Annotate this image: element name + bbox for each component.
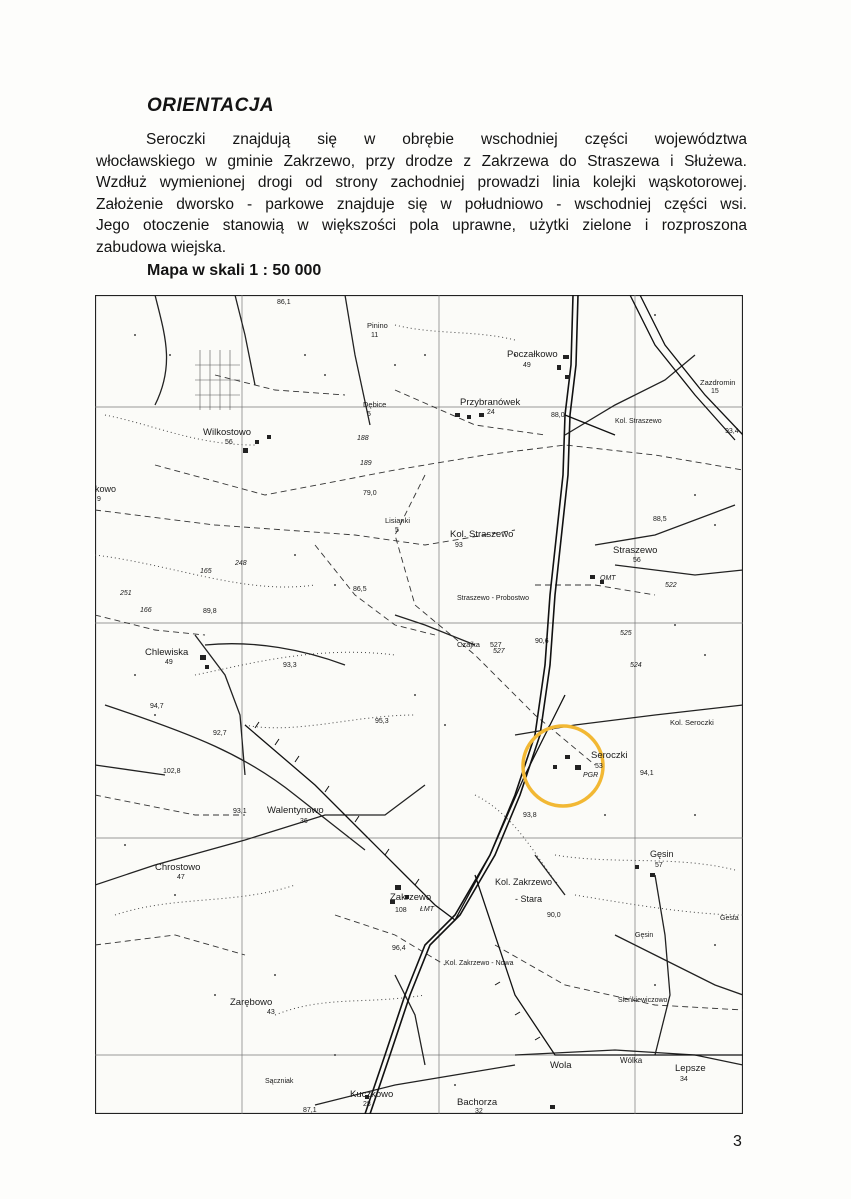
spot-height: 90,0 (547, 912, 561, 919)
place-label: Kol. Zakrzewo - (495, 877, 558, 887)
place-label: Gęsin (635, 932, 654, 939)
place-number: 57 (655, 862, 663, 869)
map-title: Mapa w skali 1 : 50 000 (147, 262, 322, 279)
map-abbreviation: 527 (493, 648, 505, 655)
spot-height: 89,8 (203, 608, 217, 615)
place-label: Wola (550, 1060, 572, 1071)
place-label: Zazdromin (700, 378, 736, 387)
spot-height: 96,4 (392, 945, 406, 952)
place-label: Straszewo - Probostwo (457, 595, 529, 602)
paragraph-line: włocławskiego w gminie Zakrzewo, przy drodze z Zakrzewa do Straszewa i Służewa. (96, 152, 747, 170)
place-label: Sieńkiewiczowo (618, 997, 668, 1004)
place-label: Czajka (457, 640, 480, 649)
spot-height: 93,3 (283, 662, 297, 669)
place-number: 527 (490, 642, 502, 649)
paragraph-line: Wzdłuż wymienionej drogi od strony zachodniej prowadzi linia kolejki wąskotorowej. (96, 174, 747, 191)
place-label: Zarębowo (230, 997, 273, 1008)
place-label: - Stara (515, 894, 543, 904)
place-label: Kol. Zakrzewo - Nowa (445, 960, 514, 967)
place-number: 15 (711, 388, 719, 395)
spot-height: 93,1 (233, 808, 247, 815)
paragraph-line: Jego otoczenie stanowią w większości pola uprawne, użytki zielone i rozproszona (96, 217, 747, 234)
spot-height: 87,1 (303, 1107, 317, 1114)
place-label: Poczałkowo (507, 349, 558, 360)
spot-height: 92,7 (213, 730, 227, 737)
place-label: Walentynowo (267, 805, 324, 816)
place-number: 24 (487, 409, 495, 416)
place-label: Zakrzewo (390, 892, 432, 903)
place-number: 108 (395, 907, 407, 914)
map-abbreviation: 188 (357, 435, 369, 442)
place-label: Dębice (363, 400, 387, 409)
topographic-map (95, 295, 743, 1114)
place-label: Straszewo (613, 545, 658, 556)
place-label: Chrostowo (155, 862, 201, 873)
spot-height: 102,8 (163, 768, 181, 775)
page-heading: ORIENTACJA (147, 95, 275, 116)
place-number: 49 (523, 362, 531, 369)
paragraph-line: zabudowa wiejska. (96, 238, 227, 256)
orientation-paragraph (96, 129, 747, 258)
spot-height: 86,1 (277, 299, 291, 306)
place-label: Bachorza (457, 1097, 498, 1108)
spot-height: 94,7 (150, 703, 164, 710)
place-number: 28 (363, 1101, 371, 1108)
place-number: 32 (475, 1108, 483, 1114)
spot-height: 79,0 (363, 490, 377, 497)
place-number: 49 (165, 659, 173, 666)
place-label: Lepsze (675, 1063, 706, 1074)
place-label: Kuczkowo (350, 1089, 394, 1100)
place-label: Lisianki (385, 516, 411, 525)
spot-height: 86,5 (353, 586, 367, 593)
place-number: 53 (595, 763, 603, 770)
map-abbreviation: 166 (140, 607, 152, 614)
map-abbreviation: 525 (620, 630, 632, 637)
map-abbreviation: ŁMT (420, 906, 434, 913)
place-label: Gęsin (650, 849, 674, 859)
place-label: Pinino (367, 321, 388, 330)
map-abbreviation: PGR (583, 772, 599, 779)
place-label: Sączniak (265, 1078, 294, 1085)
spot-height: 90,6 (535, 638, 549, 645)
place-label: Wilkostowo (203, 427, 252, 438)
spot-height: 93,4 (725, 428, 739, 435)
place-number: 11 (371, 332, 379, 339)
place-label: Kol. Seroczki (670, 718, 714, 727)
map-abbreviation: 248 (235, 560, 247, 567)
place-number: 47 (177, 874, 185, 881)
place-label: Przybranówek (460, 397, 521, 408)
place-number: 5 (367, 411, 371, 418)
place-number: 56 (633, 557, 641, 564)
place-label: Seroczki (591, 750, 628, 761)
place-label: Kol. Straszewo (450, 529, 514, 540)
map-abbreviation: 524 (630, 662, 642, 669)
spot-height: 94,1 (640, 770, 654, 777)
paragraph-line: Seroczki znajdują się w obrębie wschodniej części województwa (146, 131, 747, 148)
place-number: 43 (267, 1009, 275, 1016)
place-number: 5 (395, 527, 399, 534)
place-label: kowo (95, 484, 117, 494)
map-abbreviation: 165 (200, 568, 212, 575)
place-number: 56 (225, 439, 233, 446)
place-number: 9 (97, 496, 101, 503)
place-label: Wólka (620, 1056, 643, 1065)
spot-height: 88,5 (653, 516, 667, 523)
map-abbreviation: 189 (360, 460, 372, 467)
map-abbreviation: 251 (120, 590, 132, 597)
place-number: 93 (455, 542, 463, 549)
spot-height: 93,8 (523, 812, 537, 819)
map-abbreviation: 522 (665, 582, 677, 589)
place-label: Kol. Straszewo (615, 418, 662, 425)
place-label: Chlewiska (145, 647, 189, 658)
place-label: Gesta (720, 915, 739, 922)
page-number: 3 (733, 1133, 742, 1150)
spot-height: 88,0 (551, 412, 565, 419)
spot-height: 95,3 (375, 718, 389, 725)
place-number: 36 (300, 818, 308, 825)
place-number: 34 (680, 1076, 688, 1083)
map-abbreviation: OMT (600, 575, 616, 582)
paragraph-line: Założenie dworsko - parkowe znajduje się w południowo - wschodniej części wsi. (96, 195, 747, 213)
